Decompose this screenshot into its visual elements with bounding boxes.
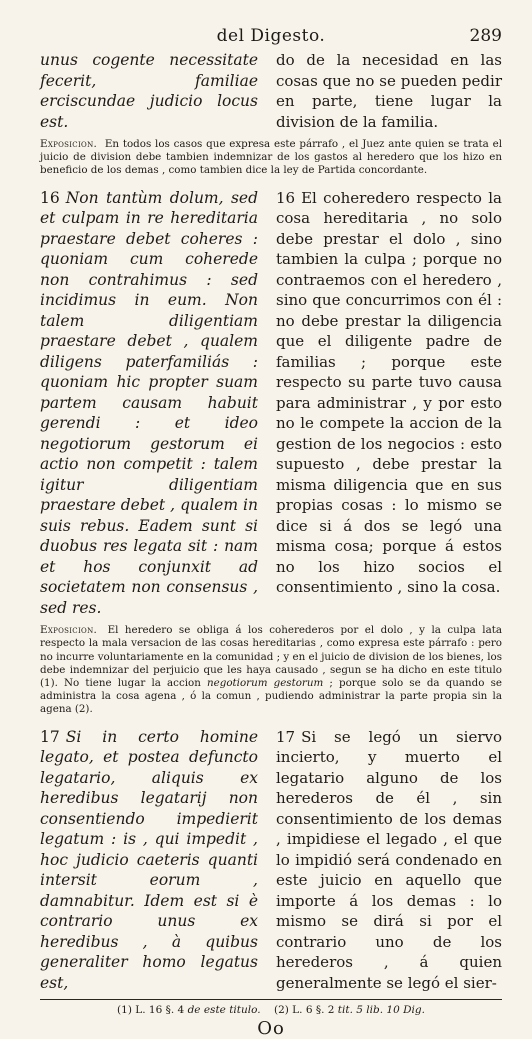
signature-mark: Oo (257, 1018, 285, 1039)
exposition-label: Exposicion. (40, 624, 98, 637)
latin-paragraph: Non tantùm dolum, sed et culpam in re hereditaria praestare debet coheres : quoniam cum coherede non contrahimus : sed incidimus in eum. Non talem diligentiam praestare debet , qualem diligens paterfamiliás : quoniam hic propter suam partem causam habuit gerendi : et ideo negotiorum gestorum ei actio non competit : talem igitur diligentiam praestare debet , qualem in suis rebus. Eadem sunt si duobus res legata sit : nam et hos conjunxit ad societatem non consensus , sed res. (40, 188, 258, 617)
exposition-label: Exposicion. (40, 138, 98, 150)
exposition-text-continued: ; porque solo se da quando se administra la cosa agena , ó la comun , pudiendo administrar la parte propia sin la agena (2). (40, 676, 502, 716)
footnote-divider (40, 999, 502, 1000)
paragraph-number: 16 (40, 188, 60, 207)
section-16 (40, 188, 502, 619)
spanish-text-section-1: do de la necesidad en las cosas que no se pueden pedir en parte, tiene lugar la division de la familia. (276, 51, 502, 131)
footnotes (40, 1004, 502, 1016)
exposition-text: En todos los casos que expresa este párrafo , el Juez ante quien se trata el juicio de division debe tambien indemnizar de los gastos al heredero que los hizo en beneficio de los demas , como tambien dice la ley de Partida concordante. (40, 138, 502, 177)
exposition-2 (40, 624, 502, 716)
exposition-text: El heredero se obliga á los coherederos por el dolo , y la culpa lata respecto la mala versacion de las cosas hereditarias , como expresa este párrafo : pero no incurre voluntariamente en la comunidad ; y en el juicio de division de los bienes, los debe indemnizar del perjuicio que les haya causado , segun se ha dicho en este titulo (1). No tiene lugar la accion (40, 624, 502, 689)
paragraph-number: 17 (40, 727, 60, 746)
footnote-1-ref: (1) L. 16 §. 4 (117, 1004, 185, 1017)
page-header (40, 26, 502, 50)
footnote-2-text: tit. 5 lib. 10 Dig. (337, 1004, 425, 1017)
spanish-text-section-16 (276, 188, 502, 619)
footnote-1-text: de este titulo. (187, 1004, 261, 1017)
exposition-1 (40, 138, 502, 178)
spanish-text-section-17 (276, 727, 502, 994)
latin-text-section-1: unus cogente necessitate fecerit, familiae erciscundae judicio locus est. (40, 51, 258, 131)
running-title: del Digesto. (216, 26, 326, 46)
page (40, 26, 502, 1039)
spanish-paragraph: Si se legó un siervo incierto, y muerto el legatario alguno de los herederos de él , sin consentimiento de los demas , impidiese el legado , el que lo impidió será condenado en este juicio en aquello que importe á los demas : lo mismo se dirá si por el contrario uno de los herederos , á quien generalmente se legó el sier- (276, 727, 502, 992)
latin-text-section-17 (40, 727, 258, 994)
section-17 (40, 727, 502, 994)
latin-text-section-16 (40, 188, 258, 619)
exposition-italic-term: negotiorum gestorum (207, 676, 324, 689)
page-number: 289 (469, 26, 502, 46)
paragraph-number: 16 (276, 188, 296, 207)
latin-paragraph: Si in certo homine legato, et postea defuncto legatario, aliquis ex heredibus legatarij non consentiendo impedierit legatum : is , qui impedit , hoc judicio caeteris quanti intersit eorum , damnabitur. Idem est si è contrario unus ex heredibus , à quibus generaliter homo legatus est, (40, 727, 258, 992)
section-1 (40, 50, 502, 132)
footnote-2-ref: (2) L. 6 §. 2 (273, 1004, 335, 1017)
paragraph-number: 17 (276, 727, 296, 746)
spanish-paragraph: El coheredero respecto la cosa hereditaria , no solo debe prestar el dolo , sino tambien la culpa ; porque no contraemos con el heredero , sino que concurrimos con él : no debe prestar la diligencia que el diligente padre de familias ; porque este respecto su parte tuvo causa para administrar , y por esto no le compete la accion de la gestion de los negocios : esto supuesto , debe prestar la misma diligencia que en sus propias cosas : lo mismo se dice si á dos se legó una misma cosa; porque á estos no los hizo socios el consentimiento , sino la cosa. (276, 188, 502, 597)
